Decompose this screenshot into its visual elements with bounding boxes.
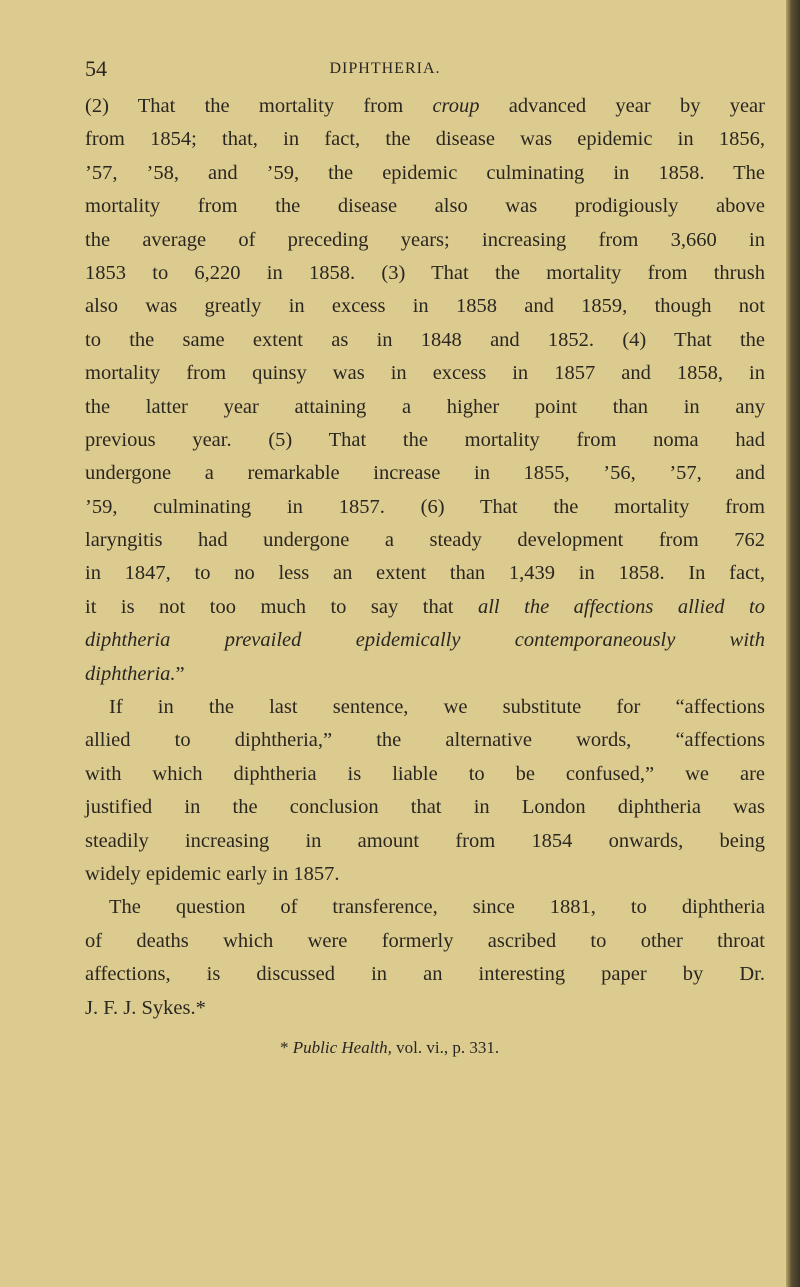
body-text <box>85 90 765 1025</box>
italic-text: croup <box>432 95 480 117</box>
running-title: DIPHTHERIA. <box>329 60 441 77</box>
text-segment: mortality from quinsy was in excess in 1857 and 1858, in <box>85 362 765 385</box>
text-line <box>85 858 765 891</box>
text-line <box>85 557 765 590</box>
italic-text: diphtheria prevailed epidemically contemporaneously with <box>85 629 765 652</box>
text-line <box>85 958 765 991</box>
text-line <box>85 457 765 490</box>
text-line <box>85 524 765 557</box>
text-line <box>85 157 765 190</box>
text-segment: in 1847, to no less an extent than 1,439 in 1858. In fact, <box>85 562 765 585</box>
page-header <box>85 56 765 86</box>
text-segment: J. F. J. Sykes.* <box>85 996 206 1019</box>
text-line <box>85 992 765 1025</box>
text-line <box>85 724 765 757</box>
text-segment: mortality from the disease also was prodigiously above <box>85 195 765 218</box>
text-line <box>85 257 765 290</box>
text-line <box>85 925 765 958</box>
footnote-text: vol. vi., p. 331. <box>391 1038 500 1057</box>
text-segment: The question of transference, since 1881, to diphtheria <box>109 896 765 919</box>
text-segment: laryngitis had undergone a steady development from 762 <box>85 529 765 552</box>
text-line <box>85 491 765 524</box>
text-line <box>85 123 765 156</box>
text-segment: also was greatly in excess in 1858 and 1859, though not <box>85 295 765 318</box>
text-segment: If in the last sentence, we substitute for “affections <box>109 696 765 719</box>
text-line <box>85 825 765 858</box>
text-line <box>85 424 765 457</box>
text-line <box>85 190 765 223</box>
text-segment: allied to diphtheria,” the alternative words, “affections <box>85 729 765 752</box>
text-segment: the latter year attaining a higher point than in any <box>85 395 765 418</box>
text-line <box>85 224 765 257</box>
italic-text: all the affections allied to <box>477 595 765 618</box>
footnote-title: Public Health, <box>292 1038 392 1057</box>
text-segment: with which diphtheria is liable to be confused,” we are <box>85 762 765 785</box>
italic-text: diphtheria. <box>85 662 176 685</box>
text-line <box>85 791 765 824</box>
text-line <box>85 624 765 657</box>
text-segment: from 1854; that, in fact, the disease was epidemic in 1856, <box>85 128 765 151</box>
text-segment: to the same extent as in 1848 and 1852. (4) That the <box>85 328 765 351</box>
text-segment: ’59, culminating in 1857. (6) That the mortality from <box>85 495 765 518</box>
text-segment: 1853 to 6,220 in 1858. (3) That the mortality from thrush <box>85 261 765 284</box>
text-segment: (2) That the mortality from <box>85 95 433 117</box>
text-line <box>85 391 765 424</box>
text-segment: ’57, ’58, and ’59, the epidemic culminating in 1858. The <box>85 161 765 184</box>
text-segment: widely epidemic early in 1857. <box>85 862 340 885</box>
text-line <box>85 290 765 323</box>
text-segment: previous year. (5) That the mortality from noma had <box>85 428 765 451</box>
text-segment: the average of preceding years; increasing from 3,660 in <box>85 228 765 251</box>
text-line <box>85 658 765 691</box>
page-number: 54 <box>85 56 107 81</box>
text-segment: it is not too much to say that <box>85 595 478 618</box>
footnote <box>280 1038 499 1058</box>
text-line <box>85 591 765 624</box>
text-line <box>85 758 765 791</box>
text-line <box>85 324 765 357</box>
text-line <box>85 891 765 924</box>
text-segment: steadily increasing in amount from 1854 onwards, being <box>85 829 765 852</box>
text-segment: ” <box>175 662 185 685</box>
footnote-marker: * <box>280 1038 293 1057</box>
text-segment: of deaths which were formerly ascribed to other throat <box>85 929 765 952</box>
text-segment: affections, is discussed in an interesting paper by Dr. <box>85 963 765 986</box>
text-segment: undergone a remarkable increase in 1855, ’56, ’57, and <box>85 462 765 485</box>
text-line <box>85 90 765 123</box>
text-segment: justified in the conclusion that in London diphtheria was <box>85 796 765 819</box>
text-line <box>85 357 765 390</box>
book-binding-edge <box>786 0 800 1287</box>
text-segment: advanced year by year <box>479 95 765 117</box>
text-line <box>85 691 765 724</box>
